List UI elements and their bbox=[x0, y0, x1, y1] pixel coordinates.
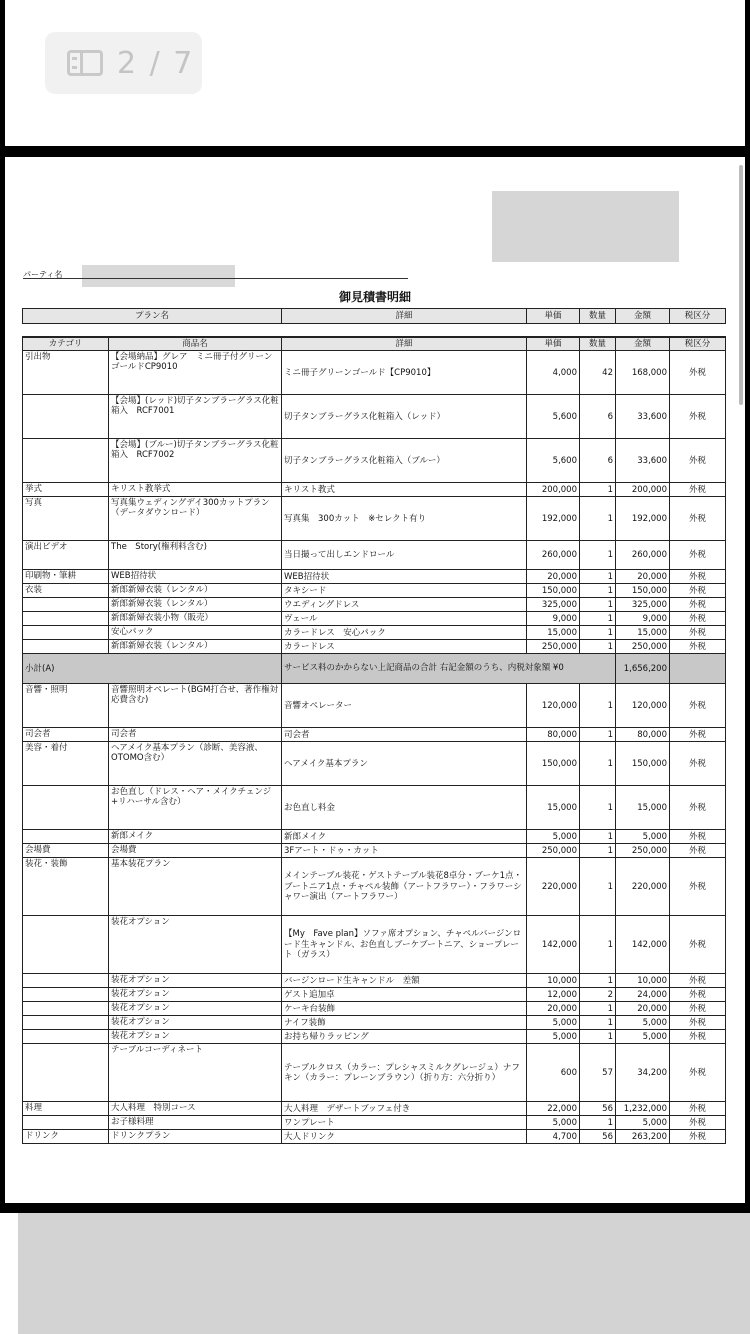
table-row bbox=[23, 1116, 726, 1130]
price-cell: 150,000 bbox=[527, 584, 580, 598]
table-row bbox=[23, 626, 726, 640]
product-cell: 【会場】(ブルー)切子タンブラーグラス化粧箱入 RCF7002 bbox=[109, 439, 282, 483]
tax-cell: 外税 bbox=[670, 1016, 726, 1030]
scrollbar[interactable] bbox=[739, 165, 743, 405]
price-cell: 20,000 bbox=[527, 1002, 580, 1016]
product-cell: 装花オプション bbox=[109, 988, 282, 1002]
detail-cell: ゲスト追加卓 bbox=[282, 988, 527, 1002]
detail-cell: 切子タンブラーグラス化粧箱入（レッド） bbox=[282, 395, 527, 439]
qty-cell: 1 bbox=[580, 1116, 616, 1130]
category-cell bbox=[23, 1002, 109, 1016]
price-cell: 200,000 bbox=[527, 483, 580, 497]
tax-cell: 外税 bbox=[670, 858, 726, 916]
tax-header: 税区分 bbox=[670, 337, 726, 351]
tax-cell: 外税 bbox=[670, 1116, 726, 1130]
price-cell: 150,000 bbox=[527, 742, 580, 786]
subtotal-label: 小計(A) bbox=[23, 654, 282, 684]
detail-cell: カラードレス 安心パック bbox=[282, 626, 527, 640]
amount-header: 金額 bbox=[616, 337, 670, 351]
amount-cell: 142,000 bbox=[616, 916, 670, 974]
amount-cell: 5,000 bbox=[616, 830, 670, 844]
amount-cell: 325,000 bbox=[616, 598, 670, 612]
table-row bbox=[23, 439, 726, 483]
table-row bbox=[23, 728, 726, 742]
qty-cell: 1 bbox=[580, 570, 616, 584]
table-row bbox=[23, 395, 726, 439]
price-header: 単価 bbox=[527, 337, 580, 351]
qty-cell: 1 bbox=[580, 612, 616, 626]
price-cell: 9,000 bbox=[527, 612, 580, 626]
qty-cell: 42 bbox=[580, 351, 616, 395]
qty-cell: 6 bbox=[580, 439, 616, 483]
amount-cell: 33,600 bbox=[616, 439, 670, 483]
category-cell bbox=[23, 786, 109, 830]
amount-cell: 1,232,000 bbox=[616, 1102, 670, 1116]
qty-cell: 1 bbox=[580, 1030, 616, 1044]
category-cell: 司会者 bbox=[23, 728, 109, 742]
qty-cell: 1 bbox=[580, 830, 616, 844]
table-row bbox=[23, 742, 726, 786]
party-name-underline bbox=[23, 278, 408, 279]
product-cell: 新郎メイク bbox=[109, 830, 282, 844]
subtotal-note: サービス料のかからない上記商品の合計 右記金額のうち、内税対象額 ¥0 bbox=[282, 654, 616, 684]
product-cell: 音響照明オペレート(BGM打合せ、著作権対応費含む) bbox=[109, 684, 282, 728]
price-cell: 80,000 bbox=[527, 728, 580, 742]
amount-cell: 24,000 bbox=[616, 988, 670, 1002]
category-cell bbox=[23, 395, 109, 439]
amount-cell: 5,000 bbox=[616, 1116, 670, 1130]
amount-cell: 5,000 bbox=[616, 1030, 670, 1044]
detail-cell: 大人料理 デザートブッフェ付き bbox=[282, 1102, 527, 1116]
tax-cell: 外税 bbox=[670, 439, 726, 483]
qty-cell: 1 bbox=[580, 786, 616, 830]
tax-cell: 外税 bbox=[670, 612, 726, 626]
category-cell bbox=[23, 988, 109, 1002]
tax-cell: 外税 bbox=[670, 598, 726, 612]
product-cell: ドリンクプラン bbox=[109, 1130, 282, 1144]
category-cell bbox=[23, 1116, 109, 1130]
qty-cell: 1 bbox=[580, 742, 616, 786]
plan-name-header: プラン名 bbox=[23, 309, 282, 324]
tax-cell: 外税 bbox=[670, 570, 726, 584]
detail-cell: メインテーブル装花・ゲストテーブル装花8卓分・ブーケ1点・ブートニア1点・チャペル装飾（アートフラワー）・フラワーシャワー演出（アートフラワー） bbox=[282, 858, 527, 916]
tax-cell: 外税 bbox=[670, 483, 726, 497]
price-cell: 15,000 bbox=[527, 626, 580, 640]
detail-cell: ヘアメイク基本プラン bbox=[282, 742, 527, 786]
product-cell: 基本装花プラン bbox=[109, 858, 282, 916]
product-cell: 【会場】(レッド)切子タンブラーグラス化粧箱入 RCF7001 bbox=[109, 395, 282, 439]
qty-cell: 1 bbox=[580, 640, 616, 654]
tax-cell: 外税 bbox=[670, 541, 726, 570]
detail-cell: キリスト教式 bbox=[282, 483, 527, 497]
qty-cell: 1 bbox=[580, 916, 616, 974]
category-cell bbox=[23, 598, 109, 612]
product-cell: テーブルコーディネート bbox=[109, 1044, 282, 1102]
category-cell bbox=[23, 830, 109, 844]
document-title: 御見積書明細 bbox=[338, 290, 411, 304]
category-cell bbox=[23, 916, 109, 974]
amount-cell: 33,600 bbox=[616, 395, 670, 439]
price-cell: 325,000 bbox=[527, 598, 580, 612]
detail-cell: 新郎メイク bbox=[282, 830, 527, 844]
category-cell bbox=[23, 1044, 109, 1102]
amount-cell: 168,000 bbox=[616, 351, 670, 395]
category-cell: 引出物 bbox=[23, 351, 109, 395]
table-row bbox=[23, 497, 726, 541]
qty-cell: 1 bbox=[580, 858, 616, 916]
tax-cell: 外税 bbox=[670, 684, 726, 728]
tax-cell: 外税 bbox=[670, 1130, 726, 1144]
price-cell: 192,000 bbox=[527, 497, 580, 541]
category-cell: 音響・照明 bbox=[23, 684, 109, 728]
tax-cell: 外税 bbox=[670, 1030, 726, 1044]
detail-cell: お色直し料金 bbox=[282, 786, 527, 830]
tax-cell: 外税 bbox=[670, 830, 726, 844]
detail-cell: テーブルクロス（カラー：プレシャスミルクグレージュ）ナフキン（カラー：プレーンブラウン）（折り方：六分折り） bbox=[282, 1044, 527, 1102]
price-cell: 4,700 bbox=[527, 1130, 580, 1144]
product-cell: お子様料理 bbox=[109, 1116, 282, 1130]
document-icon bbox=[67, 50, 103, 76]
amount-cell: 9,000 bbox=[616, 612, 670, 626]
price-cell: 4,000 bbox=[527, 351, 580, 395]
next-page bbox=[0, 1213, 750, 1334]
table-row bbox=[23, 483, 726, 497]
product-cell: ヘアメイク基本プラン（診断、美容液、OTOMO含む） bbox=[109, 742, 282, 786]
qty-cell: 6 bbox=[580, 395, 616, 439]
amount-cell: 263,200 bbox=[616, 1130, 670, 1144]
product-header: 商品名 bbox=[109, 337, 282, 351]
detail-cell: タキシード bbox=[282, 584, 527, 598]
table-row bbox=[23, 844, 726, 858]
category-cell: ドリンク bbox=[23, 1130, 109, 1144]
subtotal-tax bbox=[670, 654, 726, 684]
qty-cell: 57 bbox=[580, 1044, 616, 1102]
category-cell: 美容・着付 bbox=[23, 742, 109, 786]
detail-cell: ケーキ台装飾 bbox=[282, 1002, 527, 1016]
qty-header: 数量 bbox=[580, 337, 616, 351]
amount-cell: 15,000 bbox=[616, 786, 670, 830]
document-page bbox=[5, 157, 745, 1203]
qty-cell: 1 bbox=[580, 626, 616, 640]
detail-cell: 切子タンブラーグラス化粧箱入（ブルー） bbox=[282, 439, 527, 483]
category-cell: 装花・装飾 bbox=[23, 858, 109, 916]
category-cell bbox=[23, 612, 109, 626]
subtotal-amount: 1,656,200 bbox=[616, 654, 670, 684]
amount-cell: 220,000 bbox=[616, 858, 670, 916]
detail-cell: お持ち帰りラッピング bbox=[282, 1030, 527, 1044]
amount-cell: 150,000 bbox=[616, 742, 670, 786]
table-row bbox=[23, 640, 726, 654]
product-cell: 写真集ウェディングデイ300カットプラン（データダウンロード） bbox=[109, 497, 282, 541]
tax-cell: 外税 bbox=[670, 395, 726, 439]
plan-qty-header: 数量 bbox=[580, 309, 616, 324]
tax-cell: 外税 bbox=[670, 974, 726, 988]
table-row bbox=[23, 858, 726, 916]
amount-cell: 80,000 bbox=[616, 728, 670, 742]
category-cell bbox=[23, 1016, 109, 1030]
detail-cell: カラードレス bbox=[282, 640, 527, 654]
product-cell: 装花オプション bbox=[109, 916, 282, 974]
product-cell: 新郎新婦衣装（レンタル） bbox=[109, 584, 282, 598]
table-row bbox=[23, 916, 726, 974]
table-row bbox=[23, 988, 726, 1002]
product-cell: キリスト教挙式 bbox=[109, 483, 282, 497]
party-name-label: パーティ名 bbox=[23, 270, 63, 279]
amount-cell: 15,000 bbox=[616, 626, 670, 640]
price-cell: 12,000 bbox=[527, 988, 580, 1002]
product-cell: 装花オプション bbox=[109, 1030, 282, 1044]
detail-cell: 3Fアート・ドゥ・カット bbox=[282, 844, 527, 858]
plan-tax-header: 税区分 bbox=[670, 309, 726, 324]
product-cell: 新郎新婦衣装小物（販売） bbox=[109, 612, 282, 626]
detail-cell: 司会者 bbox=[282, 728, 527, 742]
amount-cell: 20,000 bbox=[616, 570, 670, 584]
qty-cell: 56 bbox=[580, 1102, 616, 1116]
category-cell: 演出ビデオ bbox=[23, 541, 109, 570]
product-cell: 安心パック bbox=[109, 626, 282, 640]
product-cell: WEB招待状 bbox=[109, 570, 282, 584]
category-cell: 写真 bbox=[23, 497, 109, 541]
category-cell: 印刷物・筆耕 bbox=[23, 570, 109, 584]
detail-cell: バージンロード生キャンドル 差額 bbox=[282, 974, 527, 988]
category-cell bbox=[23, 640, 109, 654]
price-cell: 600 bbox=[527, 1044, 580, 1102]
tax-cell: 外税 bbox=[670, 786, 726, 830]
category-cell: 挙式 bbox=[23, 483, 109, 497]
detail-cell: ウエディングドレス bbox=[282, 598, 527, 612]
qty-cell: 1 bbox=[580, 598, 616, 612]
price-cell: 142,000 bbox=[527, 916, 580, 974]
amount-cell: 34,200 bbox=[616, 1044, 670, 1102]
qty-cell: 1 bbox=[580, 541, 616, 570]
detail-cell: ワンプレート bbox=[282, 1116, 527, 1130]
previous-page bbox=[5, 0, 745, 146]
detail-cell: 大人ドリンク bbox=[282, 1130, 527, 1144]
tax-cell: 外税 bbox=[670, 584, 726, 598]
product-cell: 【会場納品】グレア ミニ冊子付グリーンゴールドCP9010 bbox=[109, 351, 282, 395]
detail-cell: 写真集 300カット ※セレクト有り bbox=[282, 497, 527, 541]
table-row bbox=[23, 1130, 726, 1144]
amount-cell: 10,000 bbox=[616, 974, 670, 988]
detail-cell: ミニ冊子グリーンゴールド【CP9010】 bbox=[282, 351, 527, 395]
price-cell: 120,000 bbox=[527, 684, 580, 728]
product-cell: 装花オプション bbox=[109, 1002, 282, 1016]
price-cell: 15,000 bbox=[527, 786, 580, 830]
detail-cell: ヴェール bbox=[282, 612, 527, 626]
table-row bbox=[23, 786, 726, 830]
estimate-table bbox=[22, 336, 726, 1144]
category-cell bbox=[23, 626, 109, 640]
price-cell: 5,000 bbox=[527, 830, 580, 844]
detail-header: 詳細 bbox=[282, 337, 527, 351]
tax-cell: 外税 bbox=[670, 626, 726, 640]
tax-cell: 外税 bbox=[670, 1002, 726, 1016]
tax-cell: 外税 bbox=[670, 1102, 726, 1116]
next-page-content bbox=[18, 1213, 750, 1334]
table-row bbox=[23, 1016, 726, 1030]
price-cell: 5,600 bbox=[527, 439, 580, 483]
qty-cell: 1 bbox=[580, 974, 616, 988]
amount-cell: 250,000 bbox=[616, 844, 670, 858]
tax-cell: 外税 bbox=[670, 497, 726, 541]
tax-cell: 外税 bbox=[670, 351, 726, 395]
price-cell: 5,000 bbox=[527, 1030, 580, 1044]
category-cell: 料理 bbox=[23, 1102, 109, 1116]
amount-cell: 260,000 bbox=[616, 541, 670, 570]
qty-cell: 1 bbox=[580, 1002, 616, 1016]
category-cell bbox=[23, 974, 109, 988]
table-row bbox=[23, 974, 726, 988]
party-name-redacted bbox=[82, 265, 235, 287]
product-cell: 新郎新婦衣装（レンタル） bbox=[109, 598, 282, 612]
tax-cell: 外税 bbox=[670, 988, 726, 1002]
price-cell: 220,000 bbox=[527, 858, 580, 916]
price-cell: 250,000 bbox=[527, 844, 580, 858]
qty-cell: 1 bbox=[580, 497, 616, 541]
redacted-area bbox=[492, 191, 679, 262]
price-cell: 20,000 bbox=[527, 570, 580, 584]
table-row bbox=[23, 1002, 726, 1016]
category-cell bbox=[23, 439, 109, 483]
price-cell: 10,000 bbox=[527, 974, 580, 988]
product-cell: 新郎新婦衣装（レンタル） bbox=[109, 640, 282, 654]
product-cell: 装花オプション bbox=[109, 1016, 282, 1030]
table-row bbox=[23, 1102, 726, 1116]
detail-cell: 【My Fave plan】ソファ席オプション、チャペルバージンロード生キャンドル、お色直しブーケブートニア、ショープレート（ガラス） bbox=[282, 916, 527, 974]
price-cell: 5,000 bbox=[527, 1016, 580, 1030]
plan-amount-header: 金額 bbox=[616, 309, 670, 324]
price-cell: 5,600 bbox=[527, 395, 580, 439]
tax-cell: 外税 bbox=[670, 640, 726, 654]
qty-cell: 1 bbox=[580, 584, 616, 598]
amount-cell: 20,000 bbox=[616, 1002, 670, 1016]
amount-cell: 150,000 bbox=[616, 584, 670, 598]
amount-cell: 192,000 bbox=[616, 497, 670, 541]
detail-cell: 音響オペレーター bbox=[282, 684, 527, 728]
qty-cell: 56 bbox=[580, 1130, 616, 1144]
amount-cell: 5,000 bbox=[616, 1016, 670, 1030]
table-row bbox=[23, 1030, 726, 1044]
table-row bbox=[23, 1044, 726, 1102]
price-cell: 22,000 bbox=[527, 1102, 580, 1116]
product-cell: 会場費 bbox=[109, 844, 282, 858]
price-cell: 5,000 bbox=[527, 1116, 580, 1130]
amount-cell: 200,000 bbox=[616, 483, 670, 497]
table-row bbox=[23, 612, 726, 626]
detail-cell: ナイフ装飾 bbox=[282, 1016, 527, 1030]
qty-cell: 1 bbox=[580, 483, 616, 497]
product-cell: 装花オプション bbox=[109, 974, 282, 988]
table-row bbox=[23, 570, 726, 584]
page-number: 2 / 7 bbox=[117, 45, 195, 81]
qty-cell: 2 bbox=[580, 988, 616, 1002]
tax-cell: 外税 bbox=[670, 916, 726, 974]
plan-detail-header: 詳細 bbox=[282, 309, 527, 324]
plan-header-table bbox=[22, 308, 726, 324]
price-cell: 250,000 bbox=[527, 640, 580, 654]
product-cell: 大人料理 特別コース bbox=[109, 1102, 282, 1116]
tax-cell: 外税 bbox=[670, 1044, 726, 1102]
product-cell: The Story(権利料含む) bbox=[109, 541, 282, 570]
detail-cell: 当日撮って出しエンドロール bbox=[282, 541, 527, 570]
category-cell: 会場費 bbox=[23, 844, 109, 858]
tax-cell: 外税 bbox=[670, 728, 726, 742]
product-cell: お色直し（ドレス・ヘア・メイクチェンジ+リハーサル含む） bbox=[109, 786, 282, 830]
qty-cell: 1 bbox=[580, 844, 616, 858]
plan-price-header: 単価 bbox=[527, 309, 580, 324]
table-row bbox=[23, 541, 726, 570]
tax-cell: 外税 bbox=[670, 742, 726, 786]
qty-cell: 1 bbox=[580, 728, 616, 742]
table-row bbox=[23, 598, 726, 612]
amount-cell: 250,000 bbox=[616, 640, 670, 654]
table-row bbox=[23, 830, 726, 844]
price-cell: 260,000 bbox=[527, 541, 580, 570]
category-cell: 衣装 bbox=[23, 584, 109, 598]
tax-cell: 外税 bbox=[670, 844, 726, 858]
category-header: カテゴリ bbox=[23, 337, 109, 351]
category-cell bbox=[23, 1030, 109, 1044]
product-cell: 司会者 bbox=[109, 728, 282, 742]
qty-cell: 1 bbox=[580, 684, 616, 728]
amount-cell: 120,000 bbox=[616, 684, 670, 728]
qty-cell: 1 bbox=[580, 1016, 616, 1030]
detail-cell: WEB招待状 bbox=[282, 570, 527, 584]
subtotal-row bbox=[23, 654, 726, 684]
page-counter[interactable] bbox=[45, 32, 202, 94]
table-row bbox=[23, 684, 726, 728]
table-row bbox=[23, 351, 726, 395]
table-row bbox=[23, 584, 726, 598]
